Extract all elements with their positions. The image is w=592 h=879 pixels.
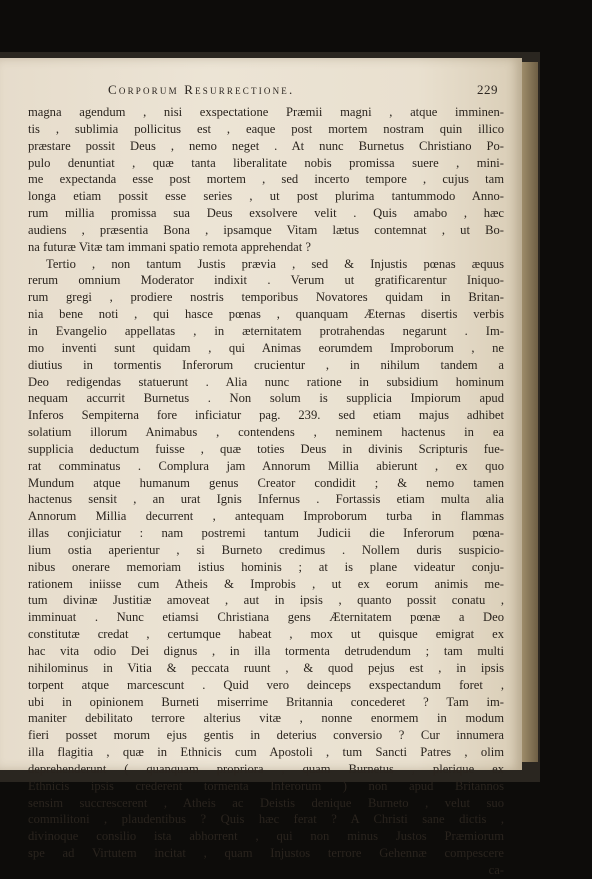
text-line: supplicia deductum fuisse , quæ toties Deus in divinis Scripturis fue- (28, 441, 504, 456)
text-line: ubi in opinionem Burneti miserrime Britannia concederet ? Tam im- (28, 694, 504, 709)
text-line: lium ostia aperientur , si Burneto credimus . Nollem duris suspicio- (28, 542, 504, 557)
text-line: pulo denuntiat , quæ tanta liberalitate nobis promissa suere , mini- (28, 155, 504, 170)
text-line: Tertio , non tantum Justis prævia , sed & Injustis pœnas æquus (46, 256, 504, 271)
text-line: constitutæ credat , certumque habeat , mox ut quisque emigrat ex (28, 627, 504, 642)
text-line: audiens , præsentia Bona , ipsamque Vitam lætus contemnat , ut Bo- (28, 222, 504, 237)
text-line: fieri posset morum ejus gentis in deterius conversio ? Cur innumera (28, 728, 504, 743)
page-header (108, 82, 498, 104)
text-line: Annorum Millia decurrent , antequam Improborum turba in flammas (28, 509, 504, 524)
text-line: sensim succrescerent , Atheis ac Deistis denique Burneto , velut suo (28, 795, 504, 810)
text-line: solatium illorum Animabus , contendens , neminem hactenus in ea (28, 425, 504, 440)
body-text (28, 104, 504, 879)
text-line: in Evangelio appellatas , in æternitatem protrahendas negarunt . Im- (28, 323, 504, 338)
paragraph-2 (28, 256, 504, 862)
text-line: spe ad Virtutem incitat , quam Injustos terrore Gehennæ compescere (28, 846, 504, 861)
text-line: nequam accurrit Burnetus . Non solum is supplicia Impiorum apud (28, 391, 504, 406)
text-line: mo inventi sunt quidam , qui Animas eorumdem Improborum , ne (28, 340, 504, 355)
catchword: ca- (488, 862, 504, 877)
text-line: rerum omnium Moderator indixit . Verum ut gratificarentur Iniquo- (28, 273, 504, 288)
page-number: 229 (477, 82, 498, 97)
text-line: nibus onerare memoriam istius hominis ; at is plane videatur conju- (28, 559, 504, 574)
text-line: longa etiam possit esse series , ut post plurima tantummodo Anno- (28, 189, 504, 204)
text-line: illa flagitia , quæ in Ethnicis cum Apostoli , tum Sancti Patres , olim (28, 745, 504, 760)
text-line: tis , sublimia pollicitus est , eaque post mortem nostram quin illico (28, 121, 504, 136)
text-line: tum divinæ Justitiæ amoveat , aut in ipsis , quanto possit conatu , (28, 593, 504, 608)
text-line: me expectanda esse post mortem , sed incerto tempore , cujus tam (28, 172, 504, 187)
text-line: nihilominus in Vitia & peccata ruunt , & quod pejus est , in ipsis (28, 660, 504, 675)
text-line: rum gregi , prodiere nostris temporibus Novatores quidam in Britan- (28, 290, 504, 305)
text-line: Deo redigendas statuerunt . Alia nunc ratione in subsidium hominum (28, 374, 504, 389)
text-line: commilitoni , plaudentibus ? Quis hæc ferat ? A Christi sane dictis , (28, 812, 504, 827)
text-line: maniter debilitato terrore alterius vitæ , nonne enormem in modum (28, 711, 504, 726)
text-line: hactenus sensit , an urat Ignis Infernus . Fortassis etiam multa alia (28, 492, 504, 507)
text-line: Inferos Sempiterna fore inficiatur pag. 239. sed etiam majus adhibet (28, 408, 504, 423)
text-line: na futuræ Vitæ tam immani spatio remota apprehendat ? (28, 239, 311, 254)
text-line: hac vita odio Dei dignus , in illa tormenta detrudendum ; tam multi (28, 644, 504, 658)
text-line: Mundum atque humanum genus Creator condidit ; & nemo tamen (28, 475, 504, 490)
text-line: deprehenderunt ( quanquam propriora , quam Burnetus , plerique ex (28, 761, 504, 776)
text-line: divinoque consilio ista abhorrent , qui non minus Justos Præmiorum (28, 829, 504, 844)
text-line: torpent atque marcescunt . Quid vero deinceps exspectandum foret , (28, 677, 504, 692)
text-line: nia bene noti , qui hasce pœnas , quanquam Æternas disertis verbis (28, 307, 504, 322)
text-line: rum millia promissa sua Deus exsolvere velit . Quis amabo , hæc (28, 206, 504, 221)
text-line: rationem iniisse cum Atheis & Improbis , ut ex eorum animis me- (28, 576, 504, 591)
text-line: rat comminatus . Complura jam Annorum Millia abierunt , ex quo (28, 458, 504, 473)
text-line: diutius in tormentis Inferorum crucientur , in nihilum tandem a (28, 357, 504, 372)
text-line: præstare possit Deus , nemo neget . At nunc Burnetus Christiano Po- (28, 138, 504, 153)
text-line: imminuat . Nunc etiamsi Christiana gens Æternitatem pœnæ a Deo (28, 610, 504, 625)
text-line: Ethnicis ipsis crederent tormenta Inferorum ) non apud Britannos (28, 778, 504, 793)
text-line: magna agendum , nisi exspectatione Præmii magni , atque imminen- (28, 105, 504, 119)
text-line: illas conjiciatur : nam postremi tantum Judicii die Inferorum pœna- (28, 526, 504, 541)
paragraph-1 (28, 104, 504, 256)
running-head: Corporum Resurrectione. (108, 82, 295, 97)
